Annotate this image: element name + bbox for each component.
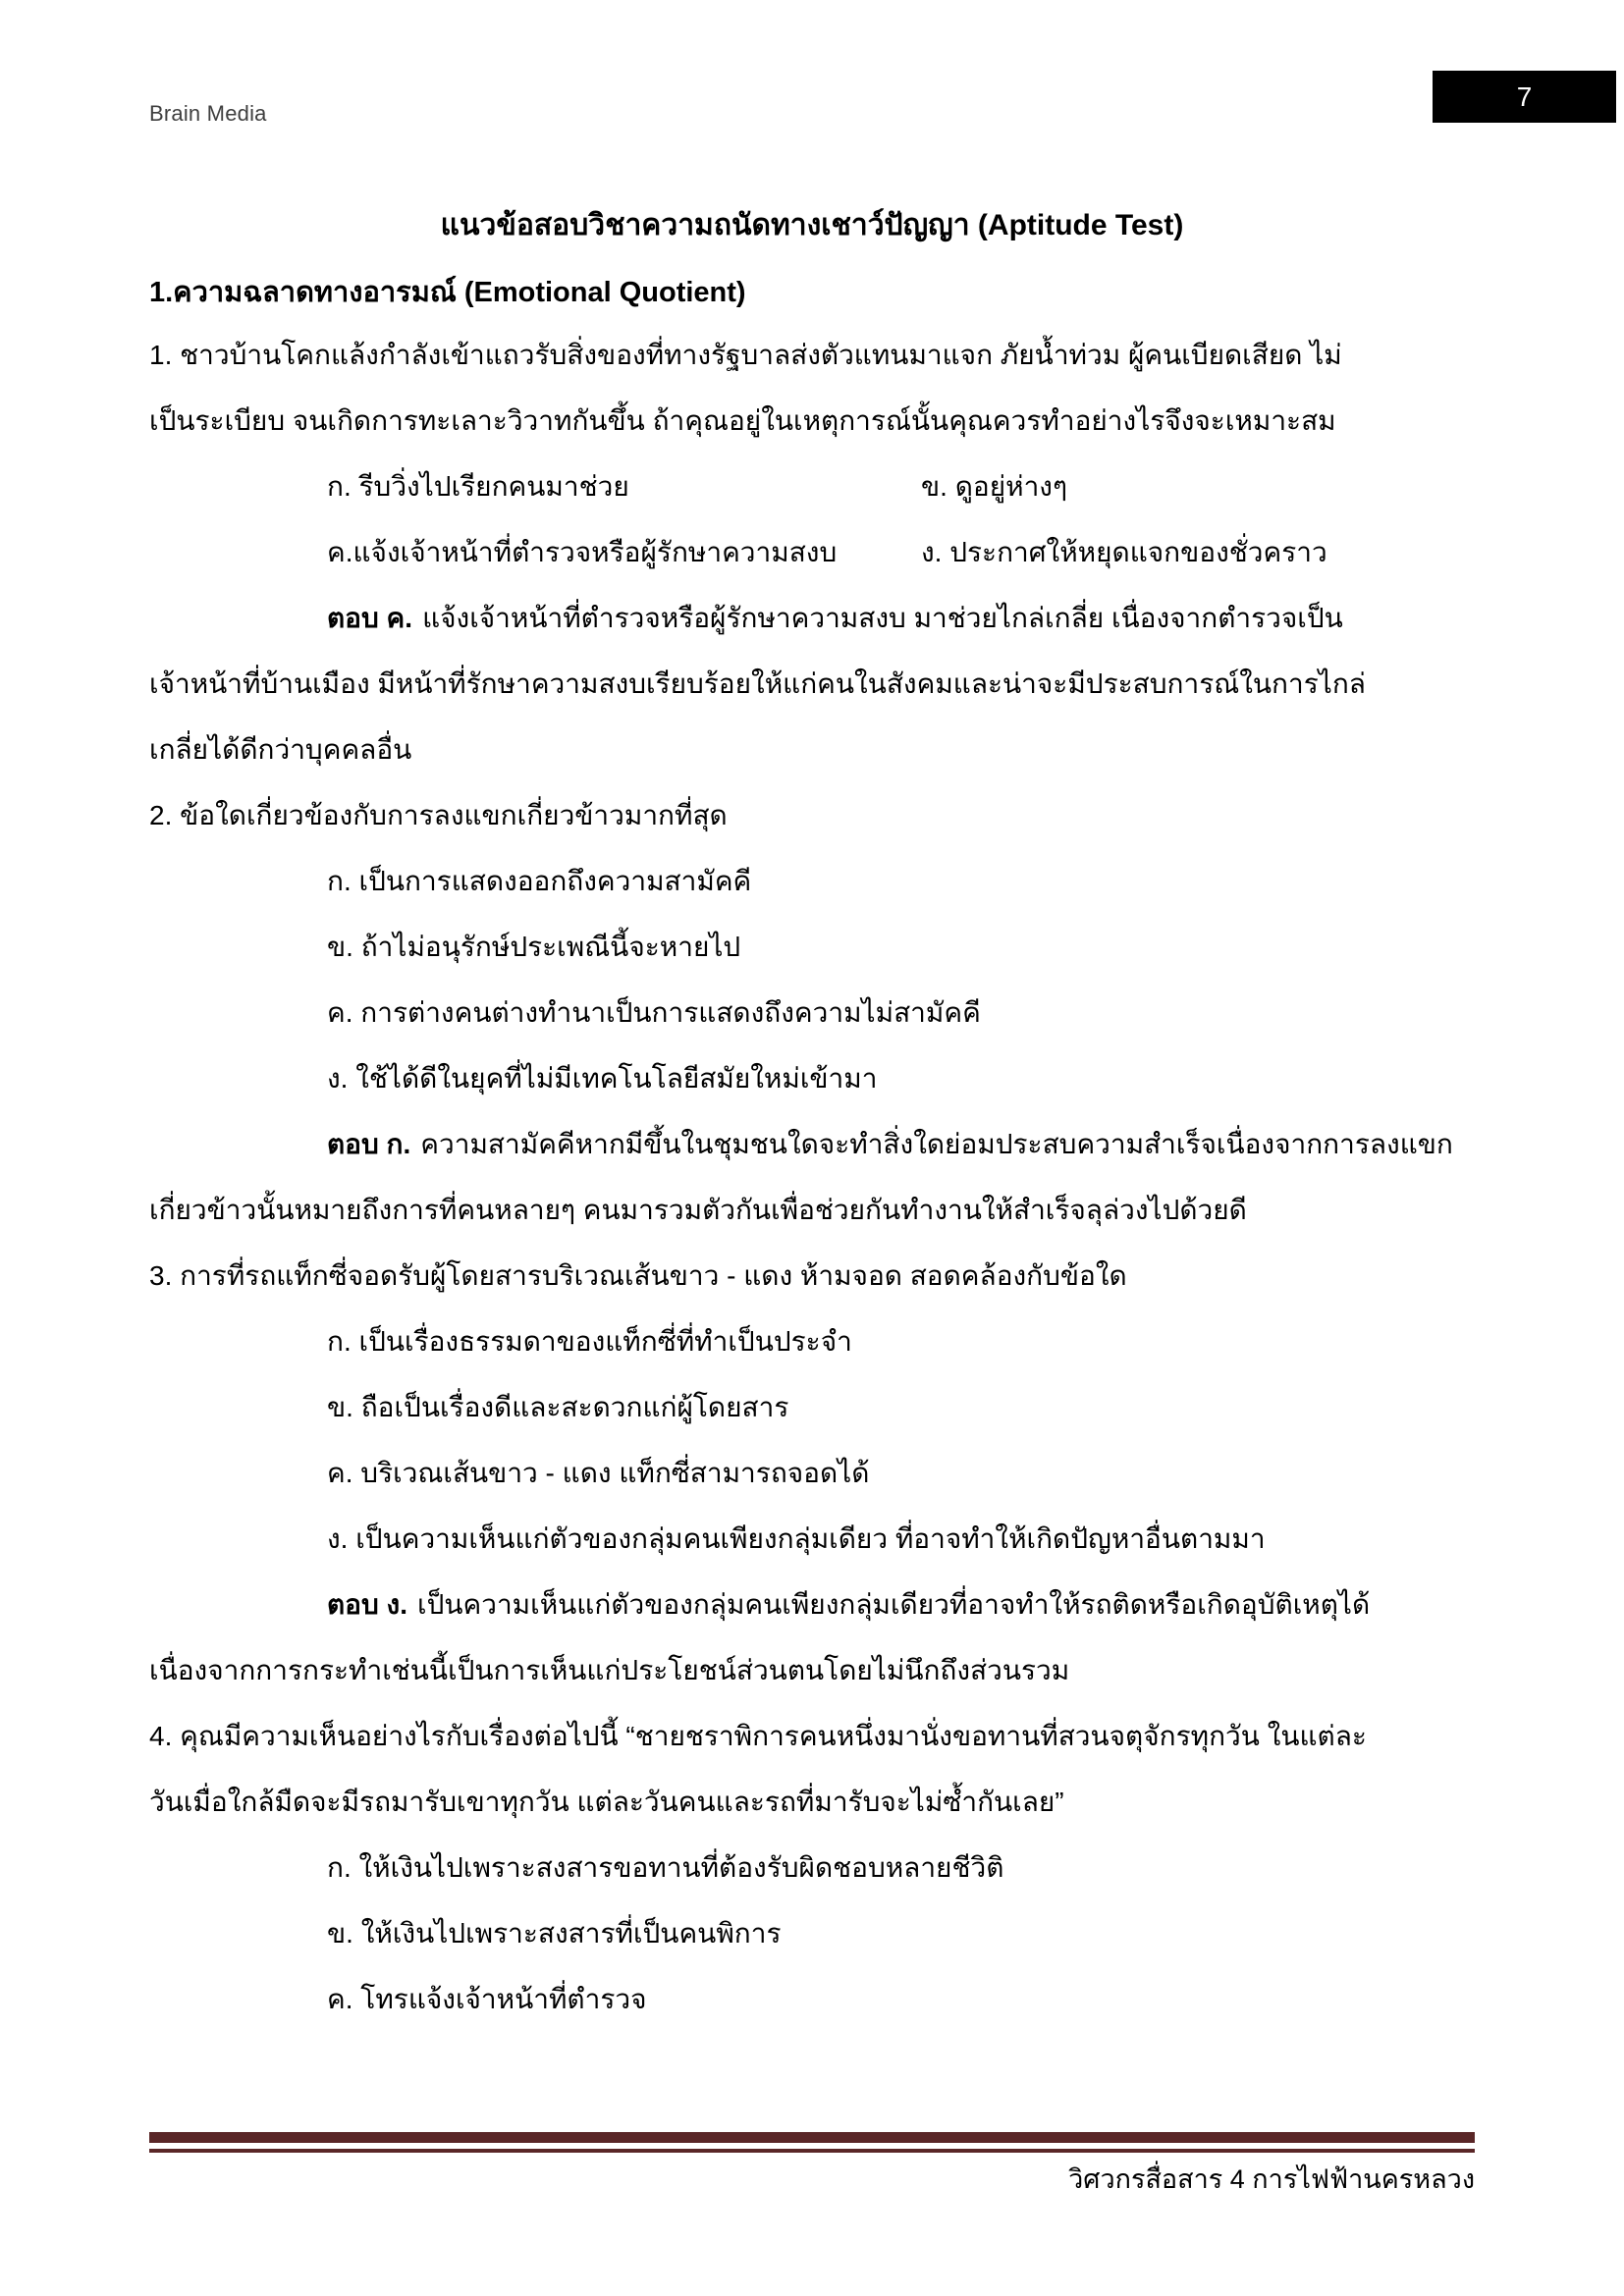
choice-line: ข. ถือเป็นเรื่องดีและสะดวกแก่ผู้โดยสาร bbox=[327, 1391, 789, 1422]
section-heading: 1.ความฉลาดทางอารมณ์ (Emotional Quotient) bbox=[149, 277, 746, 308]
answer-line: ตอบ ง. เป็นความเห็นแก่ตัวของกลุ่มคนเพียงกลุ่มเดียวที่อาจทำให้รถติดหรือเกิดอุบัติเหตุได้ bbox=[149, 1572, 1485, 1637]
paragraph-line: เนื่องจากการกระทำเช่นนี้เป็นการเห็นแก่ประโยชน์ส่วนตนโดยไม่นึกถึงส่วนรวม bbox=[149, 1654, 1070, 1685]
paragraph-line: เป็นระเบียบ จนเกิดการทะเลาะวิวาทกันขึ้น ถ้าคุณอยู่ในเหตุการณ์นั้นคุณควรทำอย่างไรจึงจะเหมาะสม bbox=[149, 404, 1336, 436]
answer-line: ตอบ ก. ความสามัคคีหากมีขึ้นในชุมชนใดจะทำสิ่งใดย่อมประสบความสำเร็จเนื่องจากการลงแขก bbox=[149, 1111, 1485, 1177]
question-line: 2. ข้อใดเกี่ยวข้องกับการลงแขกเกี่ยวข้าวมากที่สุด bbox=[149, 799, 728, 830]
question-line: 3. การที่รถแท็กซี่จอดรับผู้โดยสารบริเวณเส้นขาว - แดง ห้ามจอด สอดคล้องกับข้อใด bbox=[149, 1259, 1127, 1291]
choice-line: ค. บริเวณเส้นขาว - แดง แท็กซี่สามารถจอดได้ bbox=[327, 1457, 870, 1488]
paragraph-line: เจ้าหน้าที่บ้านเมือง มีหน้าที่รักษาความสงบเรียบร้อยให้แก่คนในสังคมและน่าจะมีประสบการณ์ในการไกล่ bbox=[149, 667, 1366, 699]
choice-line: ง. เป็นความเห็นแก่ตัวของกลุ่มคนเพียงกลุ่มเดียว ที่อาจทำให้เกิดปัญหาอื่นตามมา bbox=[327, 1522, 1266, 1554]
answer-prefix: ตอบ ก. bbox=[327, 1128, 411, 1159]
footer-accent-bar-thick bbox=[149, 2132, 1475, 2143]
choice-line: ค. การต่างคนต่างทำนาเป็นการแสดงถึงความไม่สามัคคี bbox=[327, 996, 981, 1028]
question-line: 4. คุณมีความเห็นอย่างไรกับเรื่องต่อไปนี้ “ชายชราพิการคนหนึ่งมานั่งขอทานที่สวนจตุจักรทุกวัน ในแต่ละ bbox=[149, 1720, 1367, 1751]
answer-prefix: ตอบ ค. bbox=[327, 602, 413, 633]
choice-line: ก. เป็นการแสดงออกถึงความสามัคคี bbox=[327, 865, 752, 896]
paragraph-line: เกี่ยวข้าวนั้นหมายถึงการที่คนหลายๆ คนมารวมตัวกันเพื่อช่วยกันทำงานให้สำเร็จลุล่วงไปด้วยดี bbox=[149, 1194, 1247, 1225]
answer-line: ตอบ ค. แจ้งเจ้าหน้าที่ตำรวจหรือผู้รักษาความสงบ มาช่วยไกล่เกลี่ย เนื่องจากตำรวจเป็น bbox=[149, 585, 1485, 651]
paragraph-line: เกลี่ยได้ดีกว่าบุคคลอื่น bbox=[149, 733, 412, 765]
choice-line: ค. โทรแจ้งเจ้าหน้าที่ตำรวจ bbox=[327, 1983, 647, 2014]
page-number: 7 bbox=[1516, 80, 1533, 112]
question-line: 1. ชาวบ้านโคกแล้งกำลังเข้าแถวรับสิ่งของที่ทางรัฐบาลส่งตัวแทนมาแจก ภัยน้ำท่วม ผู้คนเบียดเสียด ไม่ bbox=[149, 339, 1342, 370]
paragraph-line: วันเมื่อใกล้มืดจะมีรถมารับเขาทุกวัน แต่ละวันคนและรถที่มารับจะไม่ซ้ำกันเลย” bbox=[149, 1786, 1064, 1817]
choice-line: ก. ให้เงินไปเพราะสงสารขอทานที่ต้องรับผิดชอบหลายชีวิติ bbox=[327, 1851, 1004, 1883]
brand-text: Brain Media bbox=[149, 101, 267, 126]
choice-line: ข. ให้เงินไปเพราะสงสารที่เป็นคนพิการ bbox=[327, 1917, 782, 1949]
choice-line: ง. ใช้ได้ดีในยุคที่ไม่มีเทคโนโลยีสมัยใหม่เข้ามา bbox=[327, 1062, 878, 1094]
page-number-box bbox=[1433, 71, 1616, 123]
choice-pair-line: ก. รีบวิ่งไปเรียกคนมาช่วย ข. ดูอยู่ห่างๆ bbox=[327, 470, 1067, 502]
footer-accent-bar-thin bbox=[149, 2149, 1475, 2153]
choice-pair-line: ค.แจ้งเจ้าหน้าที่ตำรวจหรือผู้รักษาความสงบ ง. ประกาศให้หยุดแจกของชั่วคราว bbox=[327, 536, 1327, 567]
choice-line: ก. เป็นเรื่องธรรมดาของแท็กซี่ที่ทำเป็นประจำ bbox=[327, 1325, 852, 1357]
choice-line: ข. ถ้าไม่อนุรักษ์ประเพณีนี้จะหายไป bbox=[327, 931, 741, 962]
page-title: แนวข้อสอบวิชาความถนัดทางเชาว์ปัญญา (Aptitude Test) bbox=[440, 209, 1184, 241]
answer-prefix: ตอบ ง. bbox=[327, 1588, 408, 1620]
document-body bbox=[149, 322, 1485, 2032]
footer-text: วิศวกรสื่อสาร 4 การไฟฟ้านครหลวง bbox=[1068, 2164, 1475, 2194]
